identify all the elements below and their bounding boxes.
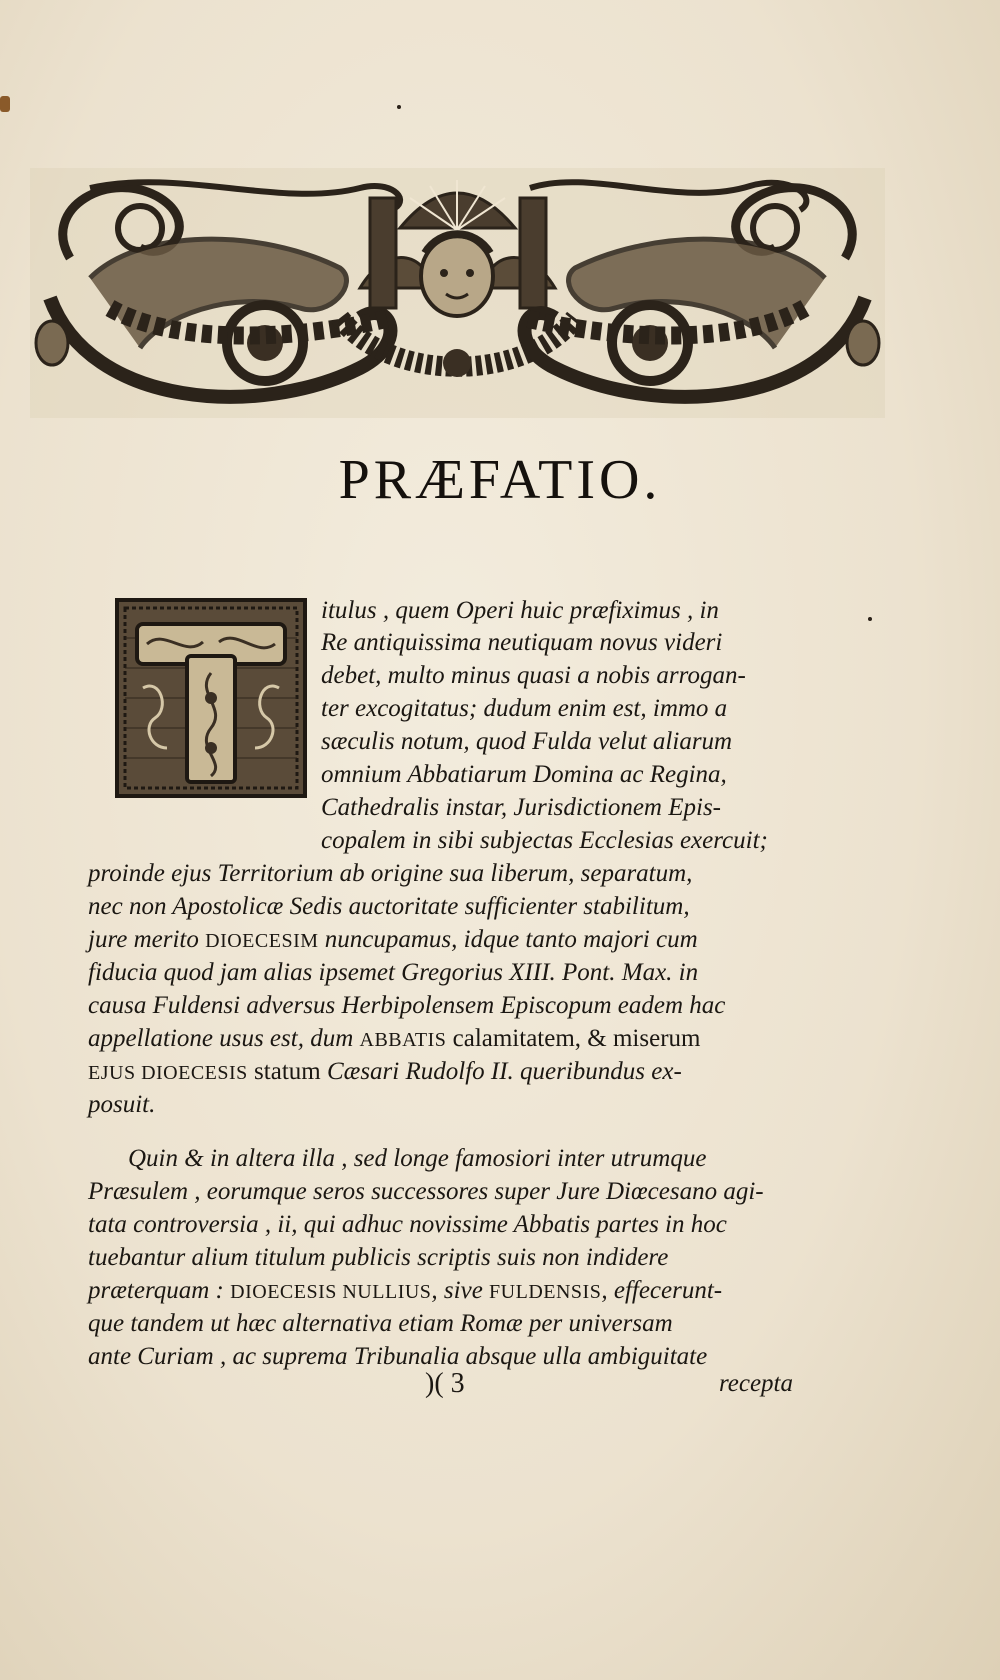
text-line <box>88 1022 700 1057</box>
page-title: PRÆFATIO. <box>338 449 662 511</box>
text-run: calamitatem, & miserum <box>446 1025 701 1052</box>
ink-speck <box>868 617 872 621</box>
text-run: præterquam : <box>88 1277 231 1304</box>
engraved-headpiece-ornament <box>30 168 885 418</box>
small-caps-word: FULDENSIS <box>489 1281 602 1303</box>
text-line: Re antiquissima neutiquam novus videri <box>321 629 723 656</box>
text-line <box>88 1274 722 1309</box>
text-line: Cathedralis instar, Jurisdictionem Epis- <box>321 794 721 821</box>
catchword: recepta <box>718 1370 793 1397</box>
text-run: appellatione usus est, dum <box>88 1025 360 1052</box>
text-line: nec non Apostolicæ Sedis auctoritate sufficienter stabilitum, <box>88 893 690 920</box>
text-line: debet, multo minus quasi a nobis arrogan- <box>321 662 746 689</box>
text-run: nuncupamus, idque tanto majori cum <box>318 926 698 953</box>
text-line <box>88 1055 682 1090</box>
text-line: copalem in sibi subjectas Ecclesias exercuit; <box>321 827 768 854</box>
text-line: tata controversia , ii, qui adhuc novissime Abbatis partes in hoc <box>88 1211 727 1238</box>
page-edge-mark <box>0 96 10 112</box>
decorated-initial-t <box>115 598 307 798</box>
text-line: fiducia quod jam alias ipsemet Gregorius XIII. Pont. Max. in <box>88 959 699 986</box>
text-run: statum <box>247 1058 327 1085</box>
text-line: ante Curiam , ac suprema Tribunalia absque ulla ambiguitate <box>88 1343 708 1370</box>
small-caps-word: DIOECESIM <box>205 930 319 952</box>
text-line: posuit. <box>88 1091 156 1118</box>
small-caps-word: ABBATIS <box>359 1029 447 1051</box>
text-run: jure merito <box>88 926 206 953</box>
text-line: tuebantur alium titulum publicis scriptis suis non indidere <box>88 1244 669 1271</box>
ink-speck <box>397 105 401 109</box>
text-line: omnium Abbatiarum Domina ac Regina, <box>321 761 727 788</box>
text-run: , sive <box>431 1277 490 1304</box>
text-line: proinde ejus Territorium ab origine sua liberum, separatum, <box>88 860 693 887</box>
text-line: causa Fuldensi adversus Herbipolensem Episcopum eadem hac <box>88 992 726 1019</box>
text-line: itulus , quem Operi huic præfiximus , in <box>321 597 719 624</box>
text-run: Cæsari Rudolfo II. queribundus ex- <box>326 1058 682 1085</box>
text-line: sæculis notum, quod Fulda velut aliarum <box>321 728 733 755</box>
text-line: Quin & in altera illa , sed longe famosiori inter utrumque <box>128 1145 707 1172</box>
small-caps-word: EJUS DIOECESIS <box>88 1062 248 1084</box>
text-line: Præsulem , eorumque seros successores super Jure Diœcesano agi- <box>88 1178 764 1205</box>
text-line: que tandem ut hæc alternativa etiam Romæ per universam <box>88 1310 673 1337</box>
text-run: , effecerunt- <box>601 1277 723 1304</box>
text-line <box>88 923 698 958</box>
small-caps-word: DIOECESIS NULLIUS <box>230 1281 432 1303</box>
text-line: ter excogitatus; dudum enim est, immo a <box>321 695 728 722</box>
signature-mark: )( 3 <box>425 1368 465 1399</box>
